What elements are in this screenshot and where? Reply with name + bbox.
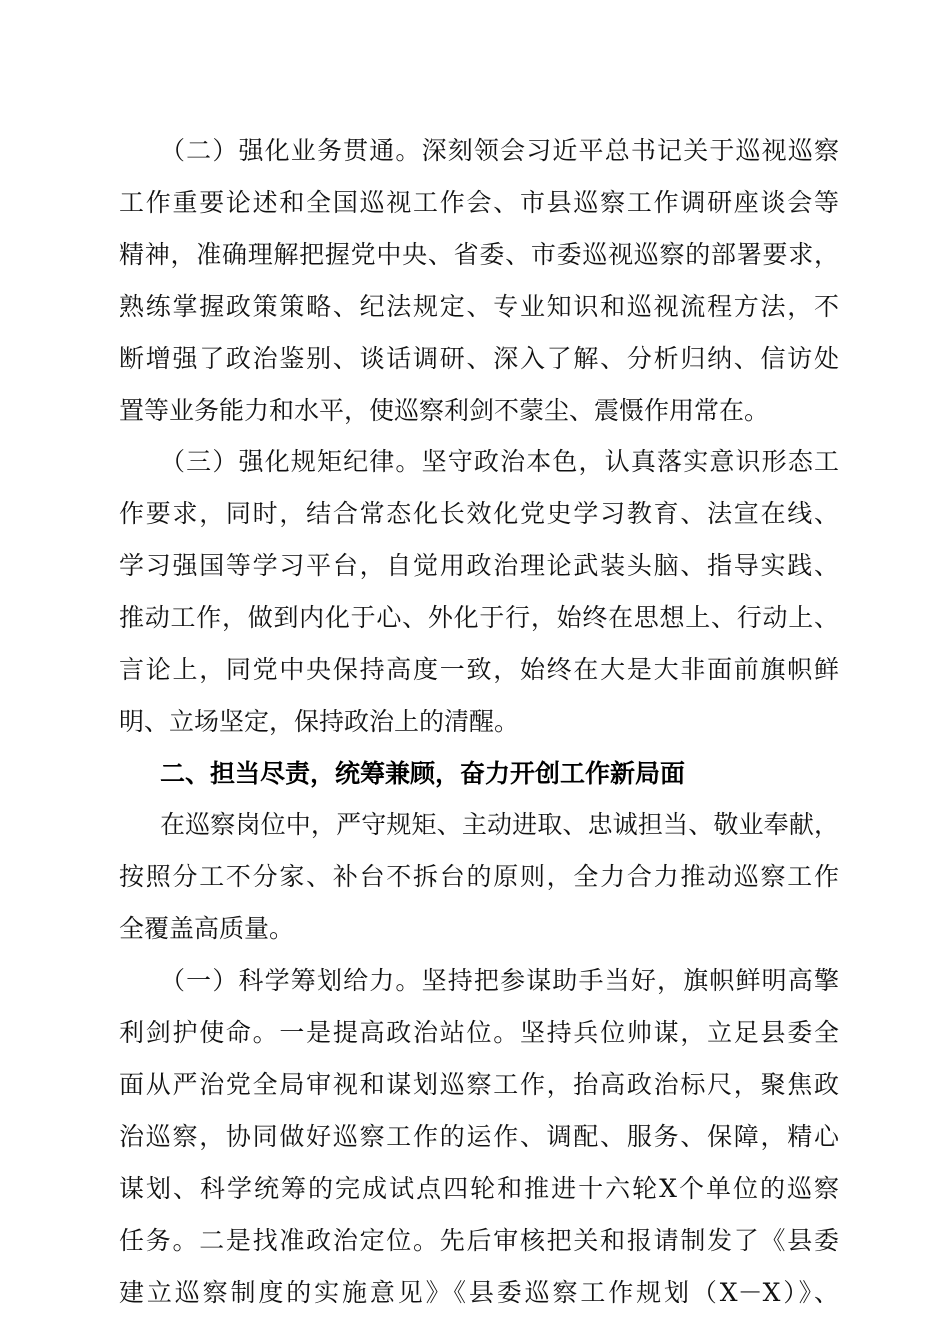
section-heading: 二、担当尽责，统筹兼顾，奋力开创工作新局面 (160, 759, 686, 788)
paragraph-4-line-7: 建立巡察制度的实施意见》《县委巡察工作规划（X－X）》、 (119, 1278, 839, 1307)
paragraph-2-line-1: （三）强化规矩纪律。坚守政治本色，认真落实意识形态工 (160, 447, 839, 476)
paragraph-1-line-1: （二）强化业务贯通。深刻领会习近平总书记关于巡视巡察 (160, 136, 839, 165)
paragraph-2-line-4: 推动工作，做到内化于心、外化于行，始终在思想上、行动上、 (119, 603, 839, 632)
paragraph-3-line-3: 全覆盖高质量。 (119, 914, 295, 943)
paragraph-1-line-4: 熟练掌握政策策略、纪法规定、专业知识和巡视流程方法，不 (119, 292, 839, 321)
paragraph-2-line-5: 言论上，同党中央保持高度一致，始终在大是大非面前旗帜鲜 (119, 655, 839, 684)
paragraph-3-line-1: 在巡察岗位中，严守规矩、主动进取、忠诚担当、敬业奉献， (160, 810, 839, 839)
paragraph-1-line-6: 置等业务能力和水平，使巡察利剑不蒙尘、震慑作用常在。 (119, 396, 770, 425)
paragraph-4-line-6: 任务。二是找准政治定位。先后审核把关和报请制发了《县委 (119, 1226, 839, 1255)
paragraph-4-line-5: 谋划、科学统筹的完成试点四轮和推进十六轮X个单位的巡察 (119, 1174, 839, 1203)
paragraph-2-line-3: 学习强国等学习平台，自觉用政治理论武装头脑、指导实践、 (119, 551, 839, 580)
paragraph-1-line-3: 精神，准确理解把握党中央、省委、市委巡视巡察的部署要求， (119, 240, 839, 269)
paragraph-2-line-2: 作要求，同时，结合常态化长效化党史学习教育、法宣在线、 (119, 499, 839, 528)
paragraph-4-line-3: 面从严治党全局审视和谋划巡察工作，抬高政治标尺，聚焦政 (119, 1070, 839, 1099)
paragraph-4-line-1: （一）科学筹划给力。坚持把参谋助手当好，旗帜鲜明高擎 (160, 966, 839, 995)
paragraph-4-line-2: 利剑护使命。一是提高政治站位。坚持兵位帅谋，立足县委全 (119, 1018, 839, 1047)
paragraph-1-line-2: 工作重要论述和全国巡视工作会、市县巡察工作调研座谈会等 (119, 188, 839, 217)
paragraph-3-line-2: 按照分工不分家、补台不拆台的原则，全力合力推动巡察工作 (119, 862, 839, 891)
paragraph-2-line-6: 明、立场坚定，保持政治上的清醒。 (119, 707, 520, 736)
paragraph-1-line-5: 断增强了政治鉴别、谈话调研、深入了解、分析归纳、信访处 (119, 344, 839, 373)
paragraph-4-line-4: 治巡察，协同做好巡察工作的运作、调配、服务、保障，精心 (119, 1122, 839, 1151)
